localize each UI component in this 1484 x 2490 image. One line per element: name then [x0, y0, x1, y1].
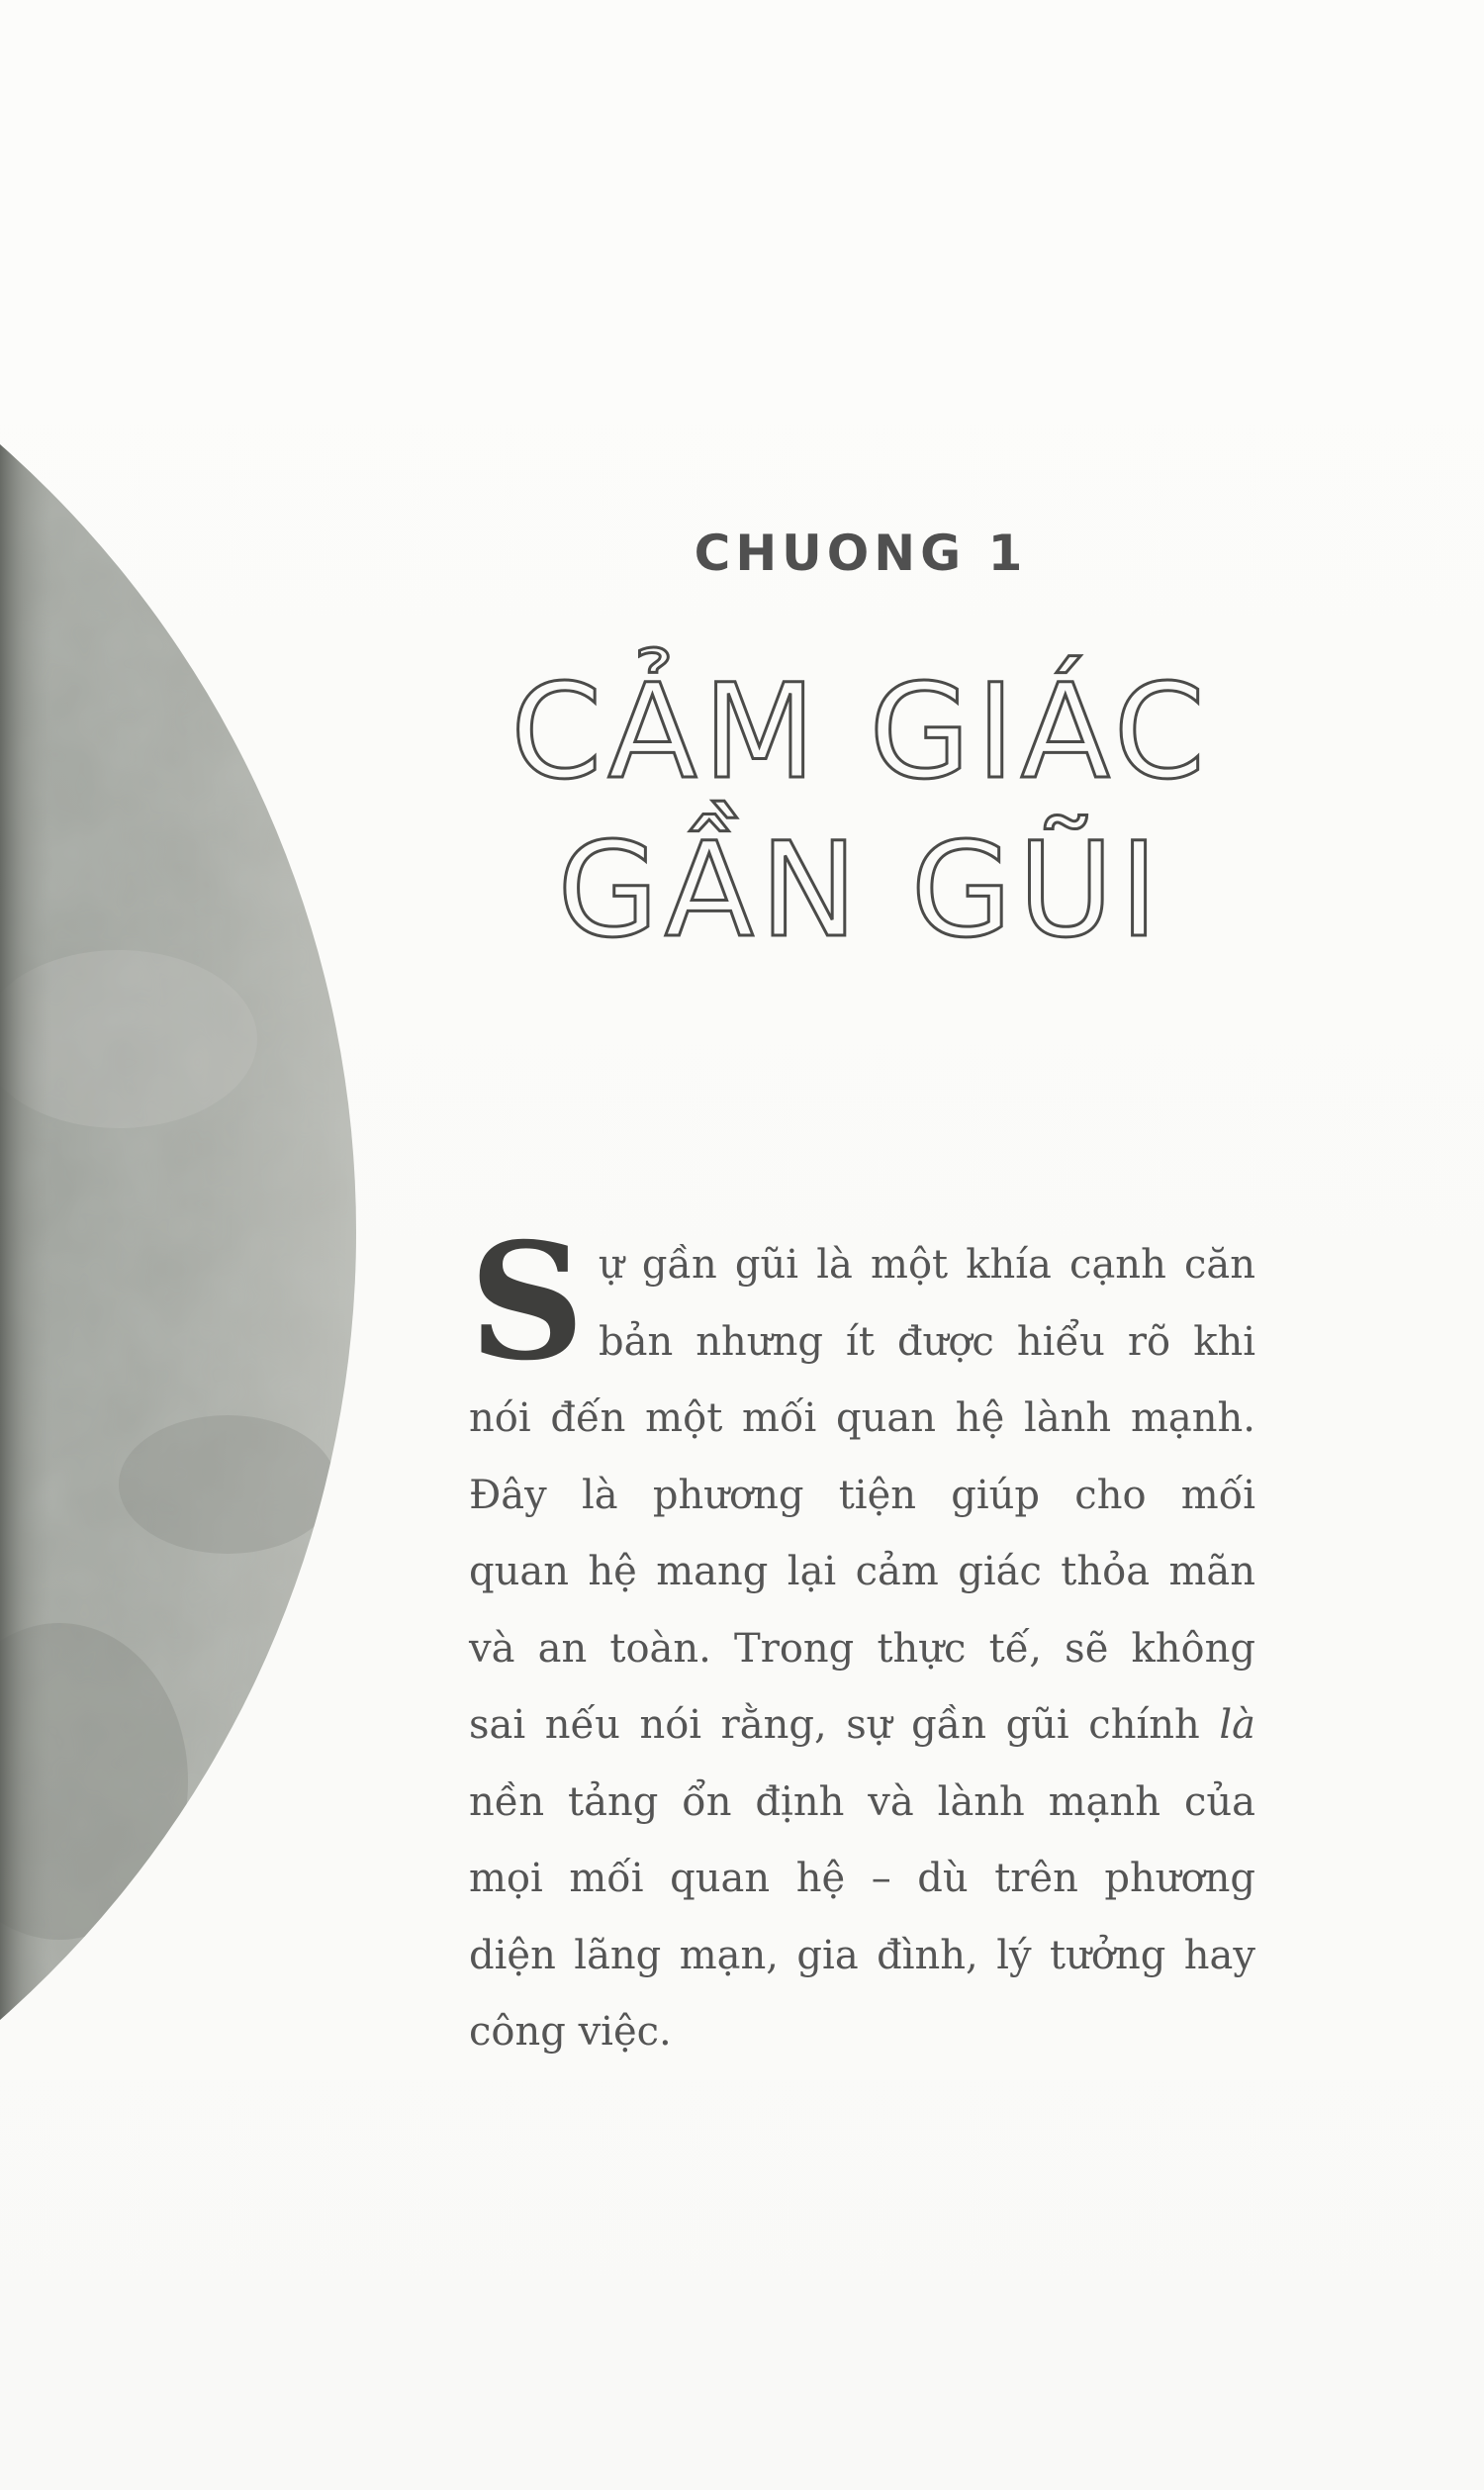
text-line-part: sai nếu nói rằng, sự gần gũi chính [469, 1702, 1200, 1748]
text-line: Đây là phương tiện giúp cho mối [469, 1472, 1255, 1518]
body-paragraph [469, 1208, 1255, 2071]
text-line: quan hệ mang lại cảm giác thỏa mãn [469, 1549, 1255, 1594]
text-line: mọi mối quan hệ – dù trên phương [469, 1856, 1255, 1901]
chapter-title-line1: CẢM GIÁC [510, 656, 1211, 809]
text-line-with-italic [469, 1687, 1255, 1765]
text-line: công việc. [469, 2009, 672, 2055]
decorative-half-circle [0, 0, 376, 2490]
text-line: nói đến một mối quan hệ lành mạnh. [469, 1395, 1255, 1441]
text-line: bản nhưng ít được hiểu rõ khi [599, 1318, 1255, 1365]
text-line: nền tảng ổn định và lành mạnh của [469, 1778, 1255, 1825]
chapter-label: CHUONG 1 [694, 525, 1028, 582]
drop-cap: S [469, 1208, 585, 1396]
chapter-title-line2: GẦN GŨI [557, 814, 1164, 967]
text-line: diện lãng mạn, gia đình, lý tưởng hay [469, 1932, 1255, 1978]
chapter-title [455, 653, 1266, 970]
text-line: ự gần gũi là một khía cạnh căn [599, 1242, 1255, 1288]
italic-word: là [1219, 1702, 1255, 1748]
text-line: và an toàn. Trong thực tế, sẽ không [469, 1625, 1255, 1672]
